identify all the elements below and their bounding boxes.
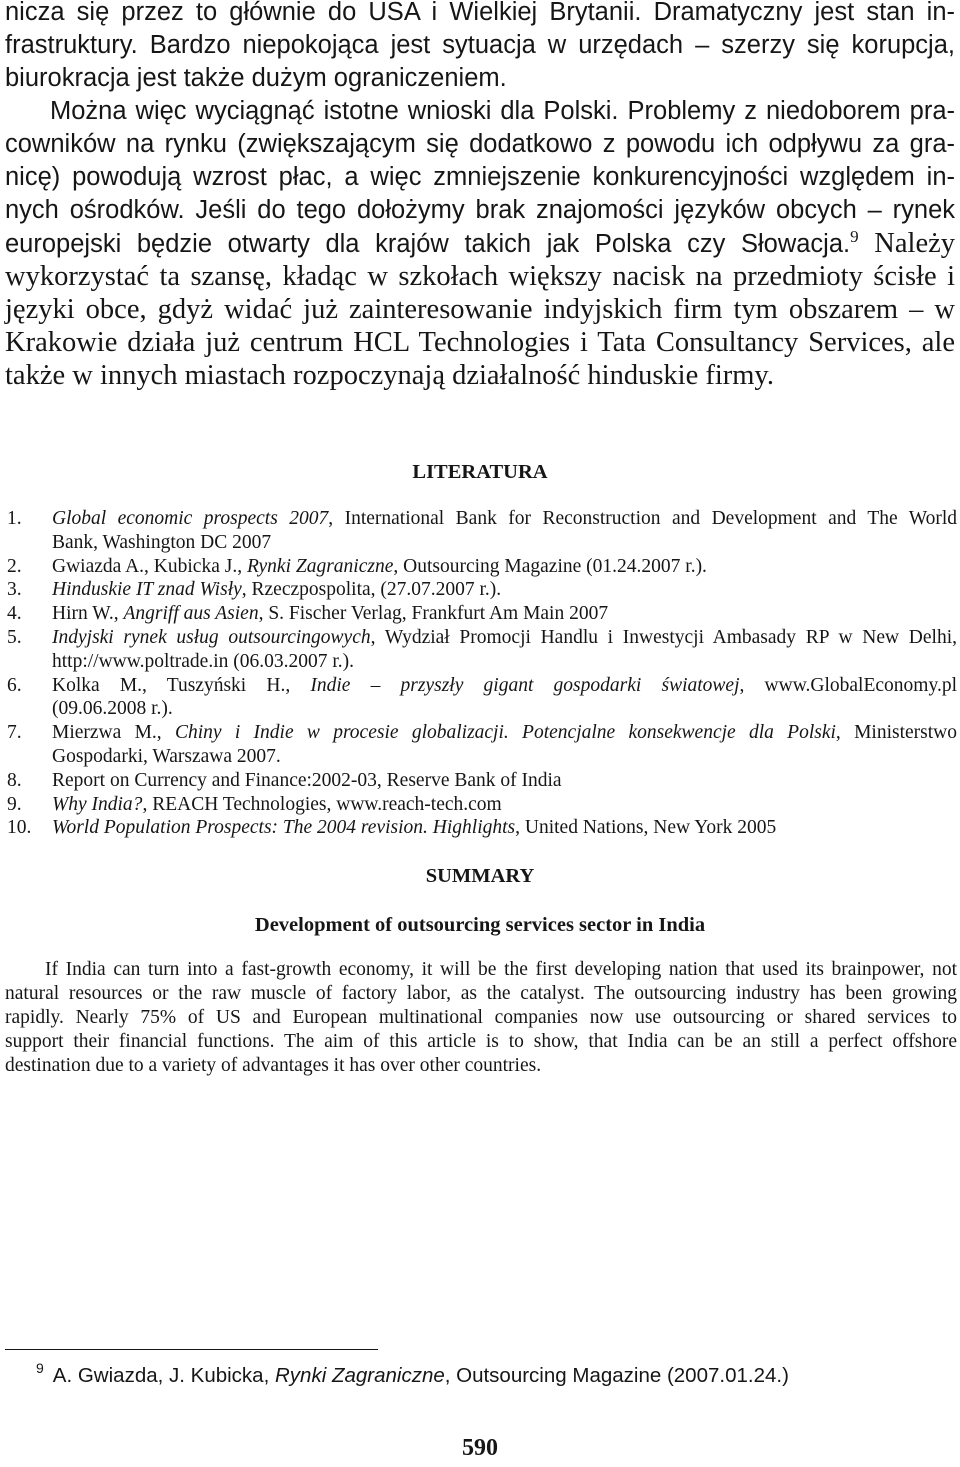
reference-title: Chiny i Indie w procesie globalizacji. Potencjalne konsekwencje dla Polski	[174, 722, 836, 744]
reference-title: Angriff aus Asien	[123, 603, 259, 625]
reference-title: Indyjski rynek usług outsourcingowych	[52, 626, 371, 648]
paragraph-line: nicę) powodują wzrost płac, a więc zmniejszenie konkurencyjności względem in-	[5, 163, 955, 191]
reference-number: 6.	[7, 674, 22, 696]
reference-line	[52, 507, 957, 531]
reference-item	[0, 816, 960, 840]
reference-title: Why India?	[52, 793, 143, 815]
reference-text: Gospodarki, Warszawa 2007.	[52, 745, 281, 767]
reference-text: http://www.poltrade.in (06.03.2007 r.).	[52, 650, 355, 672]
reference-item	[0, 626, 960, 674]
reference-number: 5.	[7, 626, 22, 648]
reference-line	[52, 816, 957, 840]
references-list	[0, 507, 960, 840]
reference-text: Gwiazda A., Kubicka J.,	[52, 555, 247, 577]
reference-text: , United Nations, New York 2005	[515, 817, 777, 839]
paragraph-line: biurokracja jest także dużym ograniczeniem.	[5, 64, 507, 92]
paragraph-line: także w innych miastach rozpoczynają działalność hinduskie firmy.	[5, 360, 774, 391]
footnote-mark: 9	[36, 1360, 44, 1376]
line-text: Należy	[858, 228, 955, 259]
reference-line	[52, 650, 957, 674]
paragraph-line: frastruktury. Bardzo niepokojąca jest sytuacja w urzędach – szerzy się korupcja,	[5, 31, 955, 59]
reference-number: 7.	[7, 722, 22, 744]
reference-text: , International Bank for Reconstruction and Development and The World	[328, 508, 958, 529]
footnote	[36, 1360, 789, 1389]
footnote-reference: 9	[850, 227, 859, 246]
page-number: 590	[462, 1435, 498, 1461]
paragraph-line: Krakowie działa już centrum HCL Technologies i Tata Consultancy Services, ale	[5, 327, 955, 358]
reference-line	[52, 555, 957, 579]
summary-line: If India can turn into a fast-growth economy, it will be the first developing nation that used its brainpower, not	[45, 959, 957, 980]
paragraph-line	[5, 227, 955, 260]
reference-number: 10.	[7, 817, 32, 839]
reference-title: Global economic prospects 2007	[52, 508, 329, 529]
paragraph-line: języki obce, gdyż widać już zainteresowanie indyjskich firm tym obszarem – w	[5, 294, 955, 325]
reference-text: , Wydział Promocji Handlu i Inwestycji Ambasady RP w New Delhi,	[370, 626, 957, 648]
reference-number: 3.	[7, 579, 22, 601]
body-text	[5, 0, 955, 392]
reference-text: , REACH Technologies, www.reach-tech.com	[142, 793, 502, 815]
reference-item	[0, 769, 960, 793]
reference-item	[0, 674, 960, 722]
reference-line	[52, 626, 957, 650]
summary-line: natural resources or the raw muscle of factory labor, as the catalyst. The outsourcing industry has been growing	[5, 983, 957, 1004]
summary-paragraph	[5, 958, 957, 1078]
reference-text: Bank, Washington DC 2007	[52, 531, 272, 553]
paragraph-line: cowników na rynku (zwiększającym się dodatkowo z powodu ich odpływu za gra-	[5, 130, 955, 158]
reference-text: Report on Currency and Finance:2002-03, Reserve Bank of India	[52, 769, 562, 791]
reference-text: , www.GlobalEconomy.pl	[739, 674, 957, 696]
line-text: europejski będzie otwarty dla krajów takich jak Polska czy Słowacja.	[5, 230, 851, 258]
reference-title: Indie – przyszły gigant gospodarki światowej	[310, 674, 740, 696]
reference-line	[52, 578, 957, 602]
reference-number: 8.	[7, 769, 22, 791]
summary-title: Development of outsourcing services sector in India	[254, 914, 706, 936]
footnote-divider	[5, 1349, 378, 1350]
reference-title: World Population Prospects: The 2004 revision. Highlights	[52, 817, 516, 839]
summary-heading: SUMMARY	[425, 865, 535, 887]
reference-number: 2.	[7, 555, 22, 577]
reference-line	[52, 721, 957, 745]
reference-line	[52, 769, 957, 793]
reference-text: , Rzeczpospolita, (27.07.2007 r.).	[241, 579, 502, 601]
reference-text: , Outsourcing Magazine (01.24.2007 r.).	[393, 555, 707, 577]
reference-item	[0, 793, 960, 817]
reference-line	[52, 602, 957, 626]
paragraph-line: nicza się przez to głównie do USA i Wielkiej Brytanii. Dramatyczny jest stan in-	[5, 0, 955, 26]
reference-number: 9.	[7, 793, 22, 815]
reference-line	[52, 793, 957, 817]
reference-item	[0, 507, 960, 555]
footnote-text: A. Gwiazda, J. Kubicka,	[52, 1364, 275, 1387]
reference-text: Mierzwa M.,	[52, 722, 175, 744]
paragraph-line: wykorzystać ta szansę, kładąc w szkołach większy nacisk na przedmioty ścisłe i	[5, 261, 955, 292]
reference-item	[0, 721, 960, 769]
reference-item	[0, 578, 960, 602]
reference-title: Rynki Zagraniczne	[246, 555, 394, 577]
reference-text: Hirn W.,	[52, 603, 124, 625]
reference-line	[52, 697, 957, 721]
footnote-text: , Outsourcing Magazine (2007.01.24.)	[444, 1364, 789, 1387]
reference-title: Hinduskie IT znad Wisły	[52, 579, 242, 601]
summary-line: support their financial functions. The aim of this article is to show, that India can be an still a perfect offshore	[5, 1031, 957, 1052]
reference-line	[52, 674, 957, 698]
literature-heading: LITERATURA	[412, 461, 548, 483]
reference-text: (09.06.2008 r.).	[52, 698, 173, 720]
reference-number: 4.	[7, 603, 22, 625]
footnote-title: Rynki Zagraniczne	[274, 1364, 445, 1387]
summary-line: rapidly. Nearly 75% of US and European multinational companies now use outsourcing or shared services to	[5, 1007, 957, 1028]
paragraph-line: nych ośrodków. Jeśli do tego dołożymy brak znajomości języków obcych – rynek	[5, 196, 955, 224]
summary-line: destination due to a variety of advantages it has over other countries.	[5, 1055, 542, 1076]
reference-item	[0, 555, 960, 579]
paragraph-line: Można więc wyciągnąć istotne wnioski dla Polski. Problemy z niedoborem pra-	[50, 97, 955, 125]
reference-number: 1.	[7, 508, 22, 529]
reference-text: , S. Fischer Verlag, Frankfurt Am Main 2007	[258, 603, 609, 625]
reference-text: Kolka M., Tuszyński H.,	[52, 674, 311, 696]
reference-line	[52, 745, 957, 769]
reference-text: , Ministerstwo	[835, 722, 957, 744]
reference-line	[52, 531, 957, 555]
reference-item	[0, 602, 960, 626]
